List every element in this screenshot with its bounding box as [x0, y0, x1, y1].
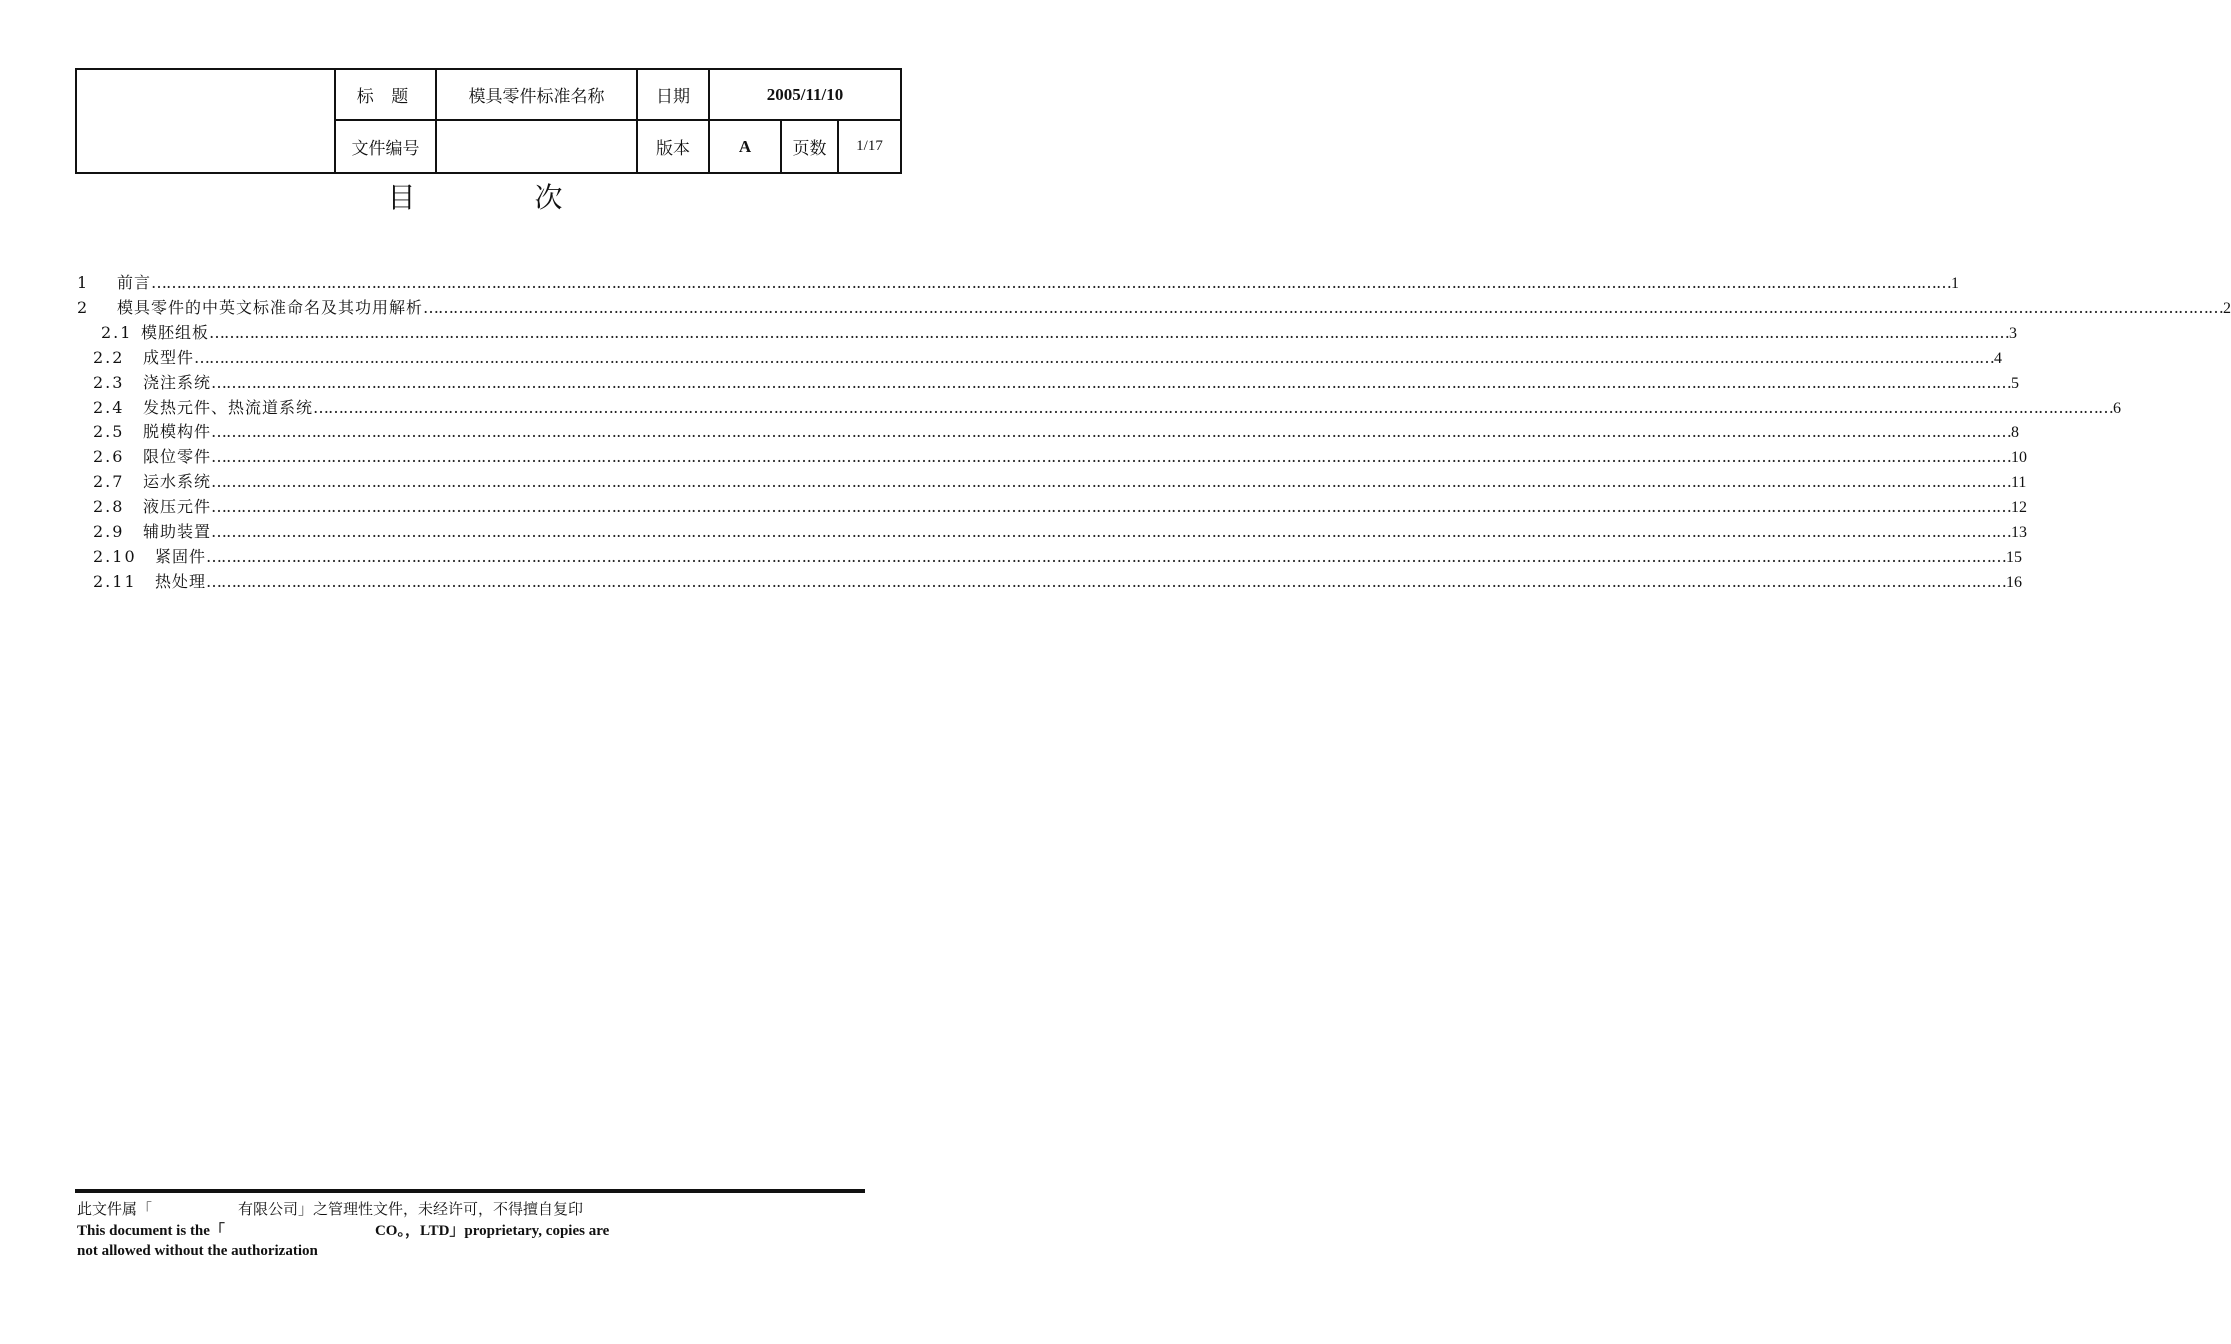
- toc-entry: [101, 322, 2018, 344]
- footer-en-part1: This document is the「: [77, 1223, 225, 1239]
- toc-entry: [93, 471, 2027, 493]
- toc-entry: [93, 571, 2023, 593]
- document-header-table: [75, 68, 902, 174]
- toc-entry: [93, 446, 2028, 468]
- toc-entry-title: 热处理: [155, 571, 207, 591]
- footer-en-line2: not allowed without the authorization: [77, 1243, 318, 1259]
- toc-entry-title: 紧固件: [155, 546, 207, 566]
- footer-divider: [75, 1189, 865, 1193]
- toc-entry: [93, 421, 2020, 443]
- doc-number-value: [436, 120, 637, 173]
- toc-entry-page: 11: [2011, 474, 2027, 492]
- toc-dot-leader: ………………………………………………………………………………………………………………………………………………………………………………………………………………………………………………………………………………………………………………………………: [211, 472, 2012, 492]
- toc-entry: [93, 521, 2028, 543]
- toc-dot-leader: ………………………………………………………………………………………………………………………………………………………………………………………………………………………………………………………………………………………………………………………………: [211, 372, 2012, 392]
- toc-entry-number: 2.6: [93, 447, 125, 467]
- toc-title: 目 次: [387, 181, 563, 214]
- toc-entry-number: 2.1: [101, 322, 133, 342]
- toc-dot-leader: ………………………………………………………………………………………………………………………………………………………………………………………………………………………………………………………………………………………………………………………………: [211, 497, 2012, 517]
- toc-entry-page: 3: [2009, 324, 2018, 342]
- toc-entry-title: 脱模构件: [143, 422, 212, 442]
- toc-entry-page: 6: [2113, 399, 2122, 417]
- toc-entry: [93, 496, 2028, 518]
- version-value: A: [709, 120, 781, 173]
- footer-cn-part2: 有限公司」之管理性文件，未经许可，不得擅自复印: [238, 1200, 584, 1218]
- version-label: 版本: [637, 120, 709, 173]
- toc-entry-number: 1: [77, 273, 90, 292]
- toc-entry-number: 2.11: [93, 571, 137, 591]
- toc-entry-page: 12: [2011, 499, 2028, 517]
- toc-entry: [93, 372, 2020, 394]
- pages-value: 1/17: [838, 120, 901, 173]
- toc-entry: [93, 546, 2023, 568]
- toc-entry-page: 8: [2011, 424, 2020, 442]
- toc-entry-page: 15: [2006, 548, 2023, 566]
- toc-entry-number: 2.5: [93, 422, 125, 442]
- toc-entry-title: 成型件: [143, 347, 195, 367]
- toc-entry-page: 4: [1994, 349, 2003, 367]
- toc-dot-leader: ………………………………………………………………………………………………………………………………………………………………………………………………………………………………………………………………………………………………………………………………: [206, 546, 2007, 566]
- toc-entry-title: 辅助装置: [143, 522, 212, 541]
- toc-dot-leader: ………………………………………………………………………………………………………………………………………………………………………………………………………………………………………………………………………………………………………………………………: [313, 397, 2114, 417]
- footer-cn-notice: [77, 1199, 583, 1219]
- toc-entry-number: 2.4: [93, 397, 125, 417]
- toc-entry-title: 发热元件、热流道系统: [143, 397, 314, 417]
- date-value: 2005/11/10: [709, 69, 901, 120]
- toc-entry-number: 2.8: [93, 497, 125, 517]
- toc-entry-title: 运水系统: [143, 472, 212, 492]
- toc-dot-leader: ………………………………………………………………………………………………………………………………………………………………………………………………………………………………………………………………………………………………………………………………: [423, 297, 2224, 317]
- toc-entry-number: 2.9: [93, 522, 125, 541]
- toc-dot-leader: ………………………………………………………………………………………………………………………………………………………………………………………………………………………………………………………………………………………………………………………………: [194, 347, 1995, 367]
- toc-dot-leader: ………………………………………………………………………………………………………………………………………………………………………………………………………………………………………………………………………………………………………………………………: [151, 273, 1952, 292]
- toc-entry-title: 前言: [117, 273, 152, 292]
- logo-area: [76, 69, 335, 173]
- toc-dot-leader: ………………………………………………………………………………………………………………………………………………………………………………………………………………………………………………………………………………………………………………………………: [206, 571, 2007, 591]
- toc-entry-title: 模胚组板: [141, 322, 210, 342]
- toc-entry-number: 2.3: [93, 372, 125, 392]
- toc-dot-leader: ………………………………………………………………………………………………………………………………………………………………………………………………………………………………………………………………………………………………………………………………: [211, 422, 2012, 442]
- footer-cn-part1: 此文件属「: [77, 1200, 153, 1218]
- pages-label: 页数: [781, 120, 838, 173]
- title-label: 标 题: [335, 69, 436, 120]
- toc-dot-leader: ………………………………………………………………………………………………………………………………………………………………………………………………………………………………………………………………………………………………………………………………: [211, 447, 2012, 467]
- toc-entry: [93, 347, 2003, 369]
- toc-dot-leader: ………………………………………………………………………………………………………………………………………………………………………………………………………………………………………………………………………………………………………………………………: [209, 322, 2010, 342]
- toc-entry-number: 2: [77, 297, 90, 317]
- toc-entry-number: 2.10: [93, 546, 137, 566]
- toc-entry-page: 10: [2011, 449, 2028, 467]
- toc-entry: [77, 297, 2231, 319]
- toc-entry-page: 13: [2011, 524, 2028, 541]
- toc-entry-page: 16: [2006, 573, 2023, 591]
- footer-en-notice: [77, 1221, 609, 1241]
- toc-entry-page: 2: [2223, 299, 2231, 317]
- footer-en-part2: CO。，LTD」proprietary, copies are: [374, 1223, 610, 1239]
- title-value: 模具零件标准名称: [436, 69, 637, 120]
- toc-entry-page: 5: [2011, 374, 2020, 392]
- toc-entry-title: 液压元件: [143, 497, 212, 517]
- date-label: 日期: [637, 69, 709, 120]
- toc-entry: [93, 397, 2122, 419]
- toc-entry-number: 2.2: [93, 347, 125, 367]
- toc-entry-number: 2.7: [93, 472, 125, 492]
- toc-entry-title: 模具零件的中英文标准命名及其功用解析: [117, 297, 424, 317]
- toc-entry: [77, 272, 1960, 294]
- toc-entry-page: 1: [1951, 275, 1960, 292]
- toc-dot-leader: ………………………………………………………………………………………………………………………………………………………………………………………………………………………………………………………………………………………………………………………………: [211, 522, 2012, 541]
- toc-entry-title: 限位零件: [143, 447, 212, 467]
- toc-entry-title: 浇注系统: [143, 372, 212, 392]
- doc-number-label: 文件编号: [335, 120, 436, 173]
